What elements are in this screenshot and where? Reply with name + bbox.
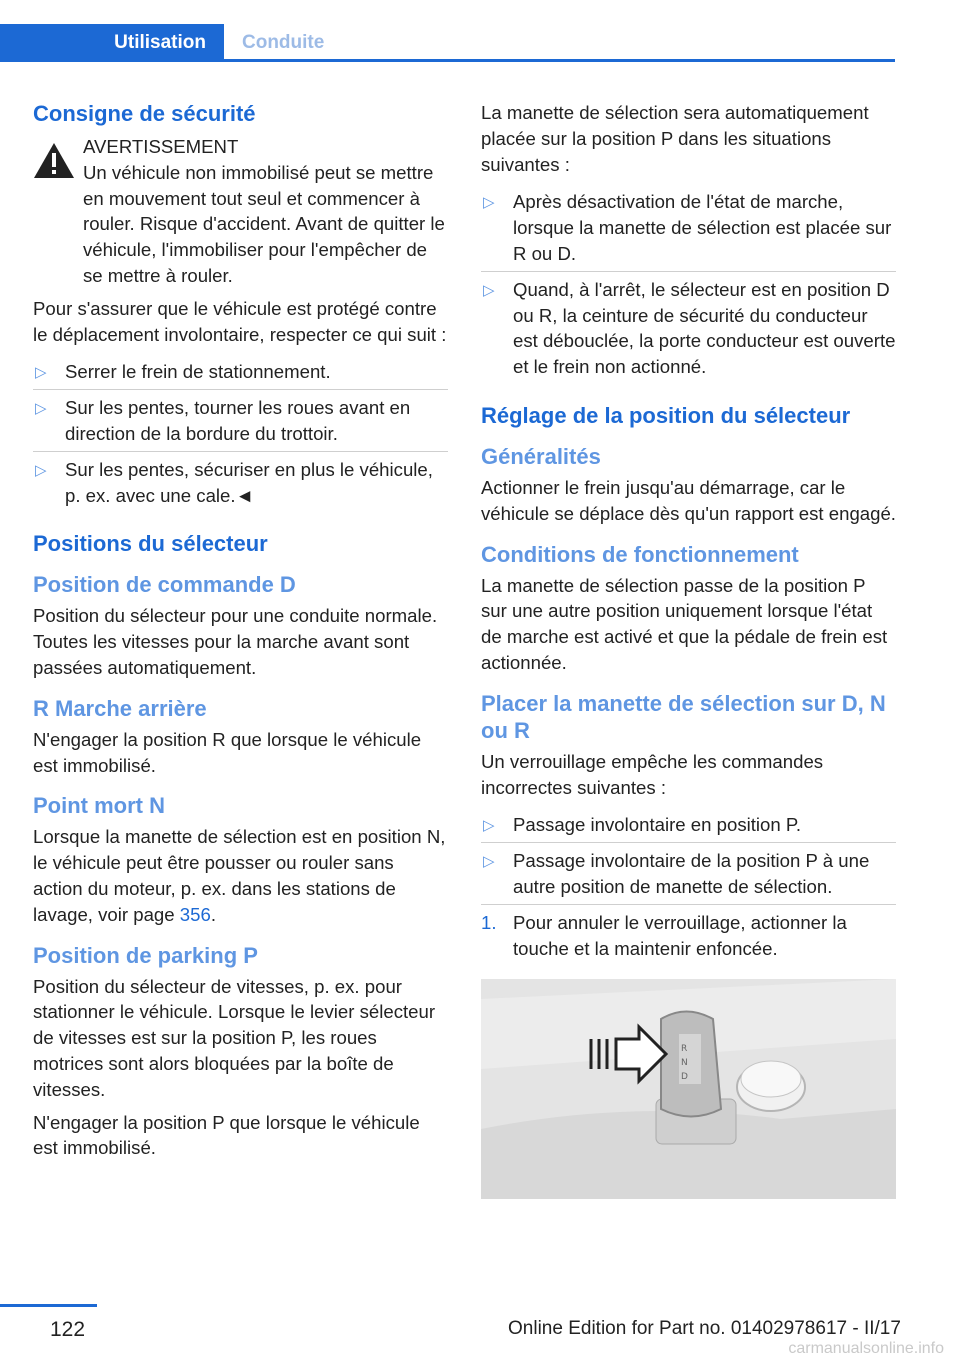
- heading-generalites: Généralités: [481, 443, 601, 469]
- edition-line: Online Edition for Part no. 01402978617 - II/17: [508, 1318, 901, 1339]
- paragraph-r: N'engager la position R que lorsque le véhicule est immobilisé.: [33, 728, 422, 776]
- warning-triangle-icon: [33, 142, 75, 179]
- heading-position-r: R Marche arrière: [33, 695, 207, 721]
- triangle-bullet-icon: ▷: [35, 461, 47, 479]
- list-item: ▷ Passage involontaire de la position P à une autre position de manette de sélection.: [481, 842, 896, 904]
- footer-rule: [0, 1304, 97, 1307]
- warning-block: [33, 134, 448, 289]
- paragraph-placer: Un verrouillage empêche les commandes incorrectes suivantes :: [481, 750, 824, 798]
- chapter-tabs: [0, 24, 895, 62]
- page-number: 122: [50, 1318, 86, 1341]
- auto-paragraph: La manette de sélection sera automatiquement placée sur la position P dans les situations suivantes :: [481, 102, 869, 175]
- triangle-bullet-icon: ▷: [483, 853, 495, 871]
- watermark: carmanualsonline.info: [788, 1340, 944, 1357]
- list-item: ▷ Passage involontaire en position P.: [481, 807, 896, 842]
- list-item: ▷ Quand, à l'arrêt, le sélecteur est en position D ou R, la ceinture de sécurité du conducteur est débouclée, la porte conducteur est ouverte et le frein non actionné.: [481, 271, 896, 384]
- page-link-356[interactable]: 356: [179, 903, 211, 925]
- paragraph-d: Position du sélecteur pour une conduite normale. Toutes les vitesses pour la marche avant sont passées automatiquement.: [33, 605, 438, 678]
- tab-conduite[interactable]: Conduite: [242, 32, 325, 53]
- triangle-bullet-icon: ▷: [483, 817, 495, 835]
- tab-underline: [224, 59, 895, 62]
- assurer-paragraph: Pour s'assurer que le véhicule est protégé contre le déplacement involontaire, respecter ce qui suit :: [33, 297, 447, 345]
- heading-positions: Positions du sélecteur: [33, 531, 268, 557]
- triangle-bullet-icon: ▷: [35, 400, 47, 418]
- paragraph-p2: N'engager la position P que lorsque le véhicule est immobilisé.: [33, 1111, 420, 1159]
- heading-consigne: Consigne de sécurité: [33, 101, 256, 126]
- auto-bullet-list: [481, 184, 896, 384]
- heading-position-p: Position de parking P: [33, 942, 258, 968]
- paragraph-p1: Position du sélecteur de vitesses, p. ex. pour stationner le véhicule. Lorsque le levier sélecteur de vitesses est sur la position P, les roues motrices sont alors bloquées par la boîte de vitesses.: [33, 975, 436, 1100]
- right-column: [481, 100, 896, 1199]
- warning-title: AVERTISSEMENT: [83, 136, 239, 157]
- numbered-step: 1. Pour annuler le verrouillage, actionner la touche et la maintenir enfoncée.: [481, 904, 896, 966]
- list-item: ▷ Après désactivation de l'état de marche, lorsque la manette de sélection est placée sur R ou D.: [483, 191, 892, 264]
- step-number: 1.: [481, 911, 497, 933]
- heading-position-n: Point mort N: [33, 793, 165, 819]
- left-column: [33, 100, 448, 1168]
- heading-reglage: Réglage de la position du sélecteur: [481, 402, 851, 428]
- triangle-bullet-icon: ▷: [483, 194, 495, 212]
- heading-position-d: Position de commande D: [33, 572, 296, 598]
- triangle-bullet-icon: ▷: [483, 281, 495, 299]
- warning-text: Un véhicule non immobilisé peut se mettre en mouvement tout seul et commencer à rouler. Risque d'accident. Avant de quitter le véhicule, l'immobiliser pour l'empêcher de se mettre à rouler.: [83, 161, 445, 286]
- svg-text:D: D: [681, 1072, 688, 1083]
- gear-selector-illustration: [481, 979, 896, 1199]
- paragraph-conditions: La manette de sélection passe de la position P sur une autre position uniquement lorsque l'état de marche est activé et que la pédale de frein est actionnée.: [481, 574, 888, 673]
- svg-text:N: N: [681, 1058, 688, 1069]
- list-item: ▷ Serrer le frein de stationnement.: [33, 354, 448, 389]
- svg-text:R: R: [681, 1044, 688, 1055]
- paragraph-n: Lorsque la manette de sélection est en position N, le véhicule peut être pousser ou rouler sans action du moteur, p. ex. dans les stations de lavage, voir page 356.: [33, 826, 446, 925]
- paragraph-generalites: Actionner le frein jusqu'au démarrage, car le véhicule se déplace dès qu'un rapport est engagé.: [481, 476, 896, 524]
- list-item: ▷ Sur les pentes, sécuriser en plus le véhicule, p. ex. avec une cale.◄: [33, 451, 448, 513]
- triangle-bullet-icon: ▷: [35, 364, 47, 382]
- list-item: ▷ Sur les pentes, tourner les roues avant en direction de la bordure du trottoir.: [33, 389, 448, 451]
- heading-conditions: Conditions de fonctionnement: [481, 541, 799, 567]
- tab-utilisation[interactable]: Utilisation: [0, 24, 224, 62]
- lock-bullet-list: [481, 807, 896, 965]
- heading-placer: Placer la manette de sélection sur D, N ou R: [481, 690, 886, 743]
- safety-bullet-list: [33, 354, 448, 512]
